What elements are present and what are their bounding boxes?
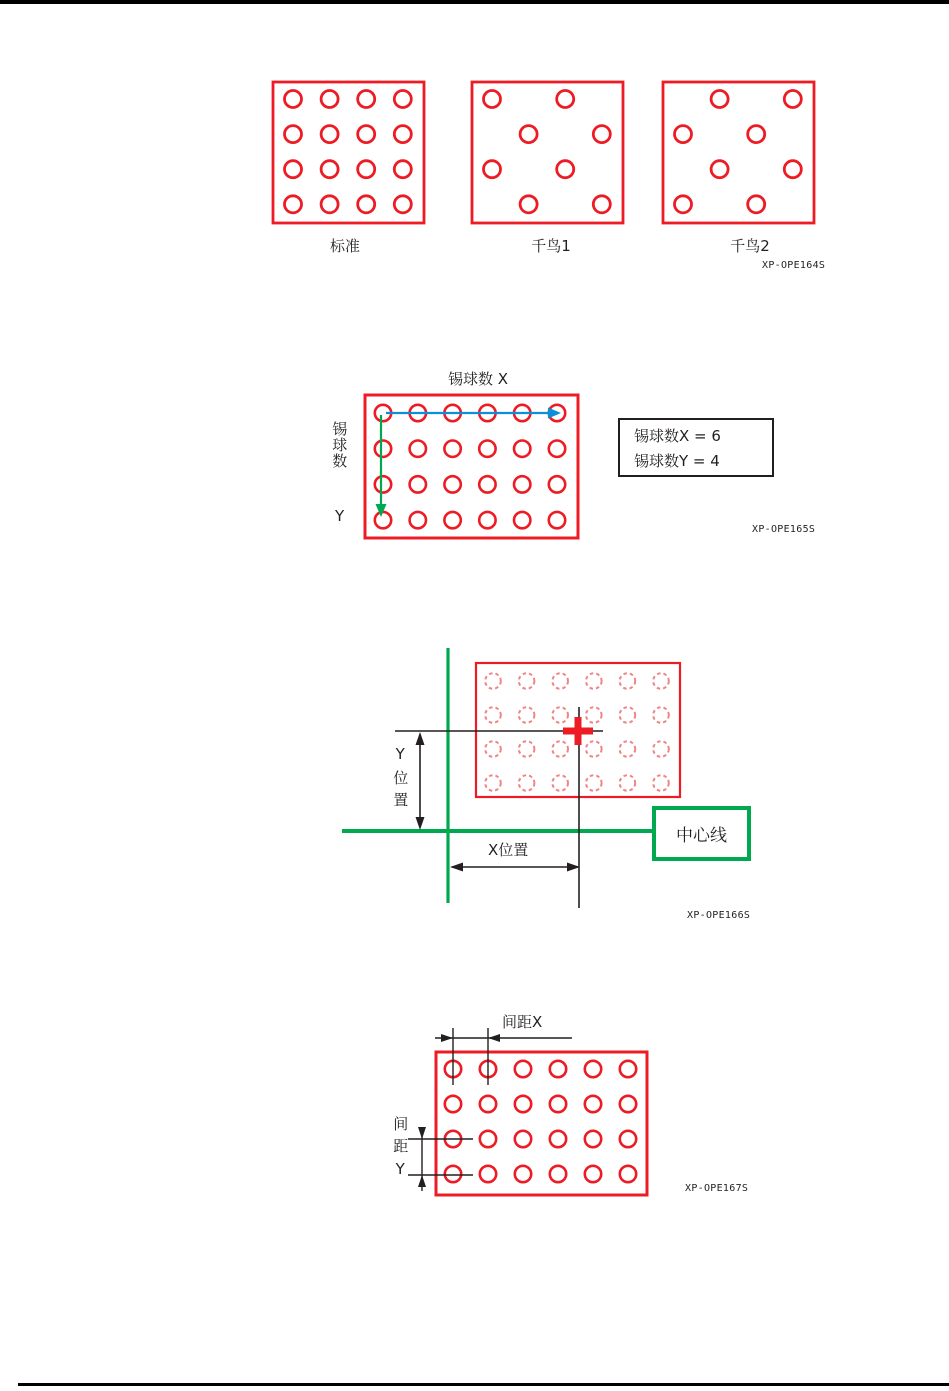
pitch-y-arrow-down bbox=[418, 1127, 426, 1139]
caption-stagger1-pattern: 千鸟1 bbox=[531, 237, 571, 255]
solder-ball bbox=[515, 1096, 531, 1112]
solder-ball bbox=[550, 1061, 566, 1077]
solder-ball bbox=[550, 1131, 566, 1147]
y-dim-arrow-down bbox=[416, 817, 425, 830]
solder-ball bbox=[620, 1096, 636, 1112]
solder-ball bbox=[321, 126, 338, 143]
pitch-x-label: 间距X bbox=[502, 1013, 543, 1031]
pattern-outline bbox=[273, 82, 424, 223]
figure2-code: XP-OPE165S bbox=[752, 524, 816, 535]
x-dim-arrow-right bbox=[567, 863, 580, 872]
solder-ball bbox=[585, 1166, 601, 1182]
solder-ball bbox=[444, 512, 460, 528]
solder-ball bbox=[375, 512, 391, 528]
solder-ball bbox=[394, 126, 411, 143]
figure3-code: XP-OPE166S bbox=[687, 910, 751, 921]
caption-stagger2-pattern: 千鸟2 bbox=[730, 237, 770, 255]
solder-ball bbox=[593, 126, 610, 143]
solder-ball bbox=[586, 707, 602, 723]
solder-ball bbox=[445, 1096, 461, 1112]
ball-count-side-label: 锡球数 bbox=[330, 421, 349, 469]
ball-grid-outline bbox=[365, 395, 578, 538]
solder-ball bbox=[748, 126, 765, 143]
solder-ball bbox=[586, 673, 602, 689]
solder-ball bbox=[479, 441, 495, 457]
solder-ball bbox=[585, 1061, 601, 1077]
solder-ball bbox=[479, 476, 495, 492]
solder-ball bbox=[620, 741, 636, 757]
y-dim-arrow-up bbox=[416, 732, 425, 745]
pattern-outline bbox=[472, 82, 623, 223]
solder-ball bbox=[485, 673, 501, 689]
solder-ball bbox=[520, 126, 537, 143]
solder-ball bbox=[444, 441, 460, 457]
pitch-x-arrow-left bbox=[488, 1034, 500, 1042]
solder-ball bbox=[552, 741, 568, 757]
solder-ball bbox=[321, 196, 338, 213]
solder-ball bbox=[484, 91, 501, 108]
solder-ball bbox=[748, 196, 765, 213]
centerline-label: 中心线 bbox=[676, 826, 727, 846]
solder-ball bbox=[479, 512, 495, 528]
solder-ball bbox=[620, 707, 636, 723]
solder-ball bbox=[480, 1166, 496, 1182]
solder-ball bbox=[549, 476, 565, 492]
solder-ball bbox=[514, 476, 530, 492]
solder-ball bbox=[410, 441, 426, 457]
solder-ball bbox=[711, 91, 728, 108]
solder-ball bbox=[445, 1166, 461, 1182]
solder-ball bbox=[593, 196, 610, 213]
solder-ball bbox=[394, 196, 411, 213]
solder-ball bbox=[358, 161, 375, 178]
centerline-box bbox=[652, 806, 751, 861]
solder-ball bbox=[285, 91, 302, 108]
solder-ball bbox=[784, 91, 801, 108]
ball-count-y-value: 锡球数Y = 4 bbox=[634, 452, 720, 470]
solder-ball bbox=[394, 91, 411, 108]
solder-ball bbox=[519, 775, 535, 791]
solder-ball bbox=[321, 91, 338, 108]
solder-ball bbox=[550, 1166, 566, 1182]
solder-ball bbox=[515, 1166, 531, 1182]
solder-ball bbox=[514, 441, 530, 457]
solder-ball bbox=[375, 476, 391, 492]
solder-ball bbox=[514, 512, 530, 528]
solder-ball bbox=[549, 512, 565, 528]
solder-ball bbox=[653, 741, 669, 757]
figure1-code: XP-OPE164S bbox=[762, 260, 826, 271]
solder-ball bbox=[653, 673, 669, 689]
center-cross bbox=[575, 717, 582, 745]
solder-ball bbox=[620, 1131, 636, 1147]
figure-arrangement-patterns bbox=[273, 82, 814, 223]
solder-ball bbox=[285, 161, 302, 178]
figure-pitch bbox=[408, 1028, 647, 1195]
solder-ball bbox=[711, 161, 728, 178]
solder-ball bbox=[358, 126, 375, 143]
solder-ball bbox=[410, 476, 426, 492]
solder-ball bbox=[519, 741, 535, 757]
ball-grid-outline bbox=[436, 1052, 647, 1195]
solder-ball bbox=[485, 741, 501, 757]
solder-ball bbox=[552, 707, 568, 723]
solder-ball bbox=[620, 673, 636, 689]
x-position-label: X位置 bbox=[488, 841, 529, 859]
solder-ball bbox=[557, 161, 574, 178]
solder-ball bbox=[549, 441, 565, 457]
figure4-code: XP-OPE167S bbox=[685, 1183, 749, 1194]
solder-ball bbox=[484, 161, 501, 178]
solder-ball bbox=[653, 707, 669, 723]
pitch-y-label: 间距Y bbox=[391, 1116, 410, 1185]
solder-ball bbox=[585, 1096, 601, 1112]
solder-ball bbox=[552, 775, 568, 791]
pitch-y-arrow-up bbox=[418, 1175, 426, 1187]
solder-ball bbox=[358, 196, 375, 213]
ball-count-y-axis-label: Y bbox=[335, 507, 345, 525]
count-x-arrowhead bbox=[548, 408, 561, 419]
pattern-outline bbox=[663, 82, 814, 223]
solder-ball bbox=[480, 1096, 496, 1112]
solder-ball bbox=[620, 1166, 636, 1182]
solder-ball bbox=[520, 196, 537, 213]
solder-ball bbox=[444, 476, 460, 492]
figure-ball-count bbox=[365, 395, 578, 538]
y-position-label: Y位置 bbox=[391, 745, 410, 814]
solder-ball bbox=[586, 741, 602, 757]
solder-ball bbox=[410, 512, 426, 528]
solder-ball bbox=[515, 1061, 531, 1077]
solder-ball bbox=[585, 1131, 601, 1147]
solder-ball bbox=[620, 775, 636, 791]
solder-ball bbox=[480, 1131, 496, 1147]
ball-count-x-value: 锡球数X = 6 bbox=[634, 427, 721, 445]
solder-ball bbox=[285, 196, 302, 213]
solder-ball bbox=[519, 673, 535, 689]
solder-ball bbox=[675, 126, 692, 143]
ball-count-info-box bbox=[618, 418, 774, 477]
solder-ball bbox=[557, 91, 574, 108]
pitch-x-arrow-right bbox=[441, 1034, 453, 1042]
solder-ball bbox=[784, 161, 801, 178]
solder-ball bbox=[375, 441, 391, 457]
solder-ball bbox=[394, 161, 411, 178]
solder-ball bbox=[321, 161, 338, 178]
solder-ball bbox=[285, 126, 302, 143]
solder-ball bbox=[358, 91, 375, 108]
solder-ball bbox=[620, 1061, 636, 1077]
solder-ball bbox=[485, 775, 501, 791]
caption-standard-pattern: 标准 bbox=[329, 237, 361, 255]
solder-ball bbox=[550, 1096, 566, 1112]
solder-ball bbox=[552, 673, 568, 689]
solder-ball bbox=[515, 1131, 531, 1147]
solder-ball bbox=[653, 775, 669, 791]
solder-ball bbox=[519, 707, 535, 723]
x-dim-arrow-left bbox=[450, 863, 463, 872]
solder-ball bbox=[675, 196, 692, 213]
solder-ball bbox=[485, 707, 501, 723]
solder-ball bbox=[586, 775, 602, 791]
ball-count-x-title: 锡球数 X bbox=[447, 370, 509, 388]
